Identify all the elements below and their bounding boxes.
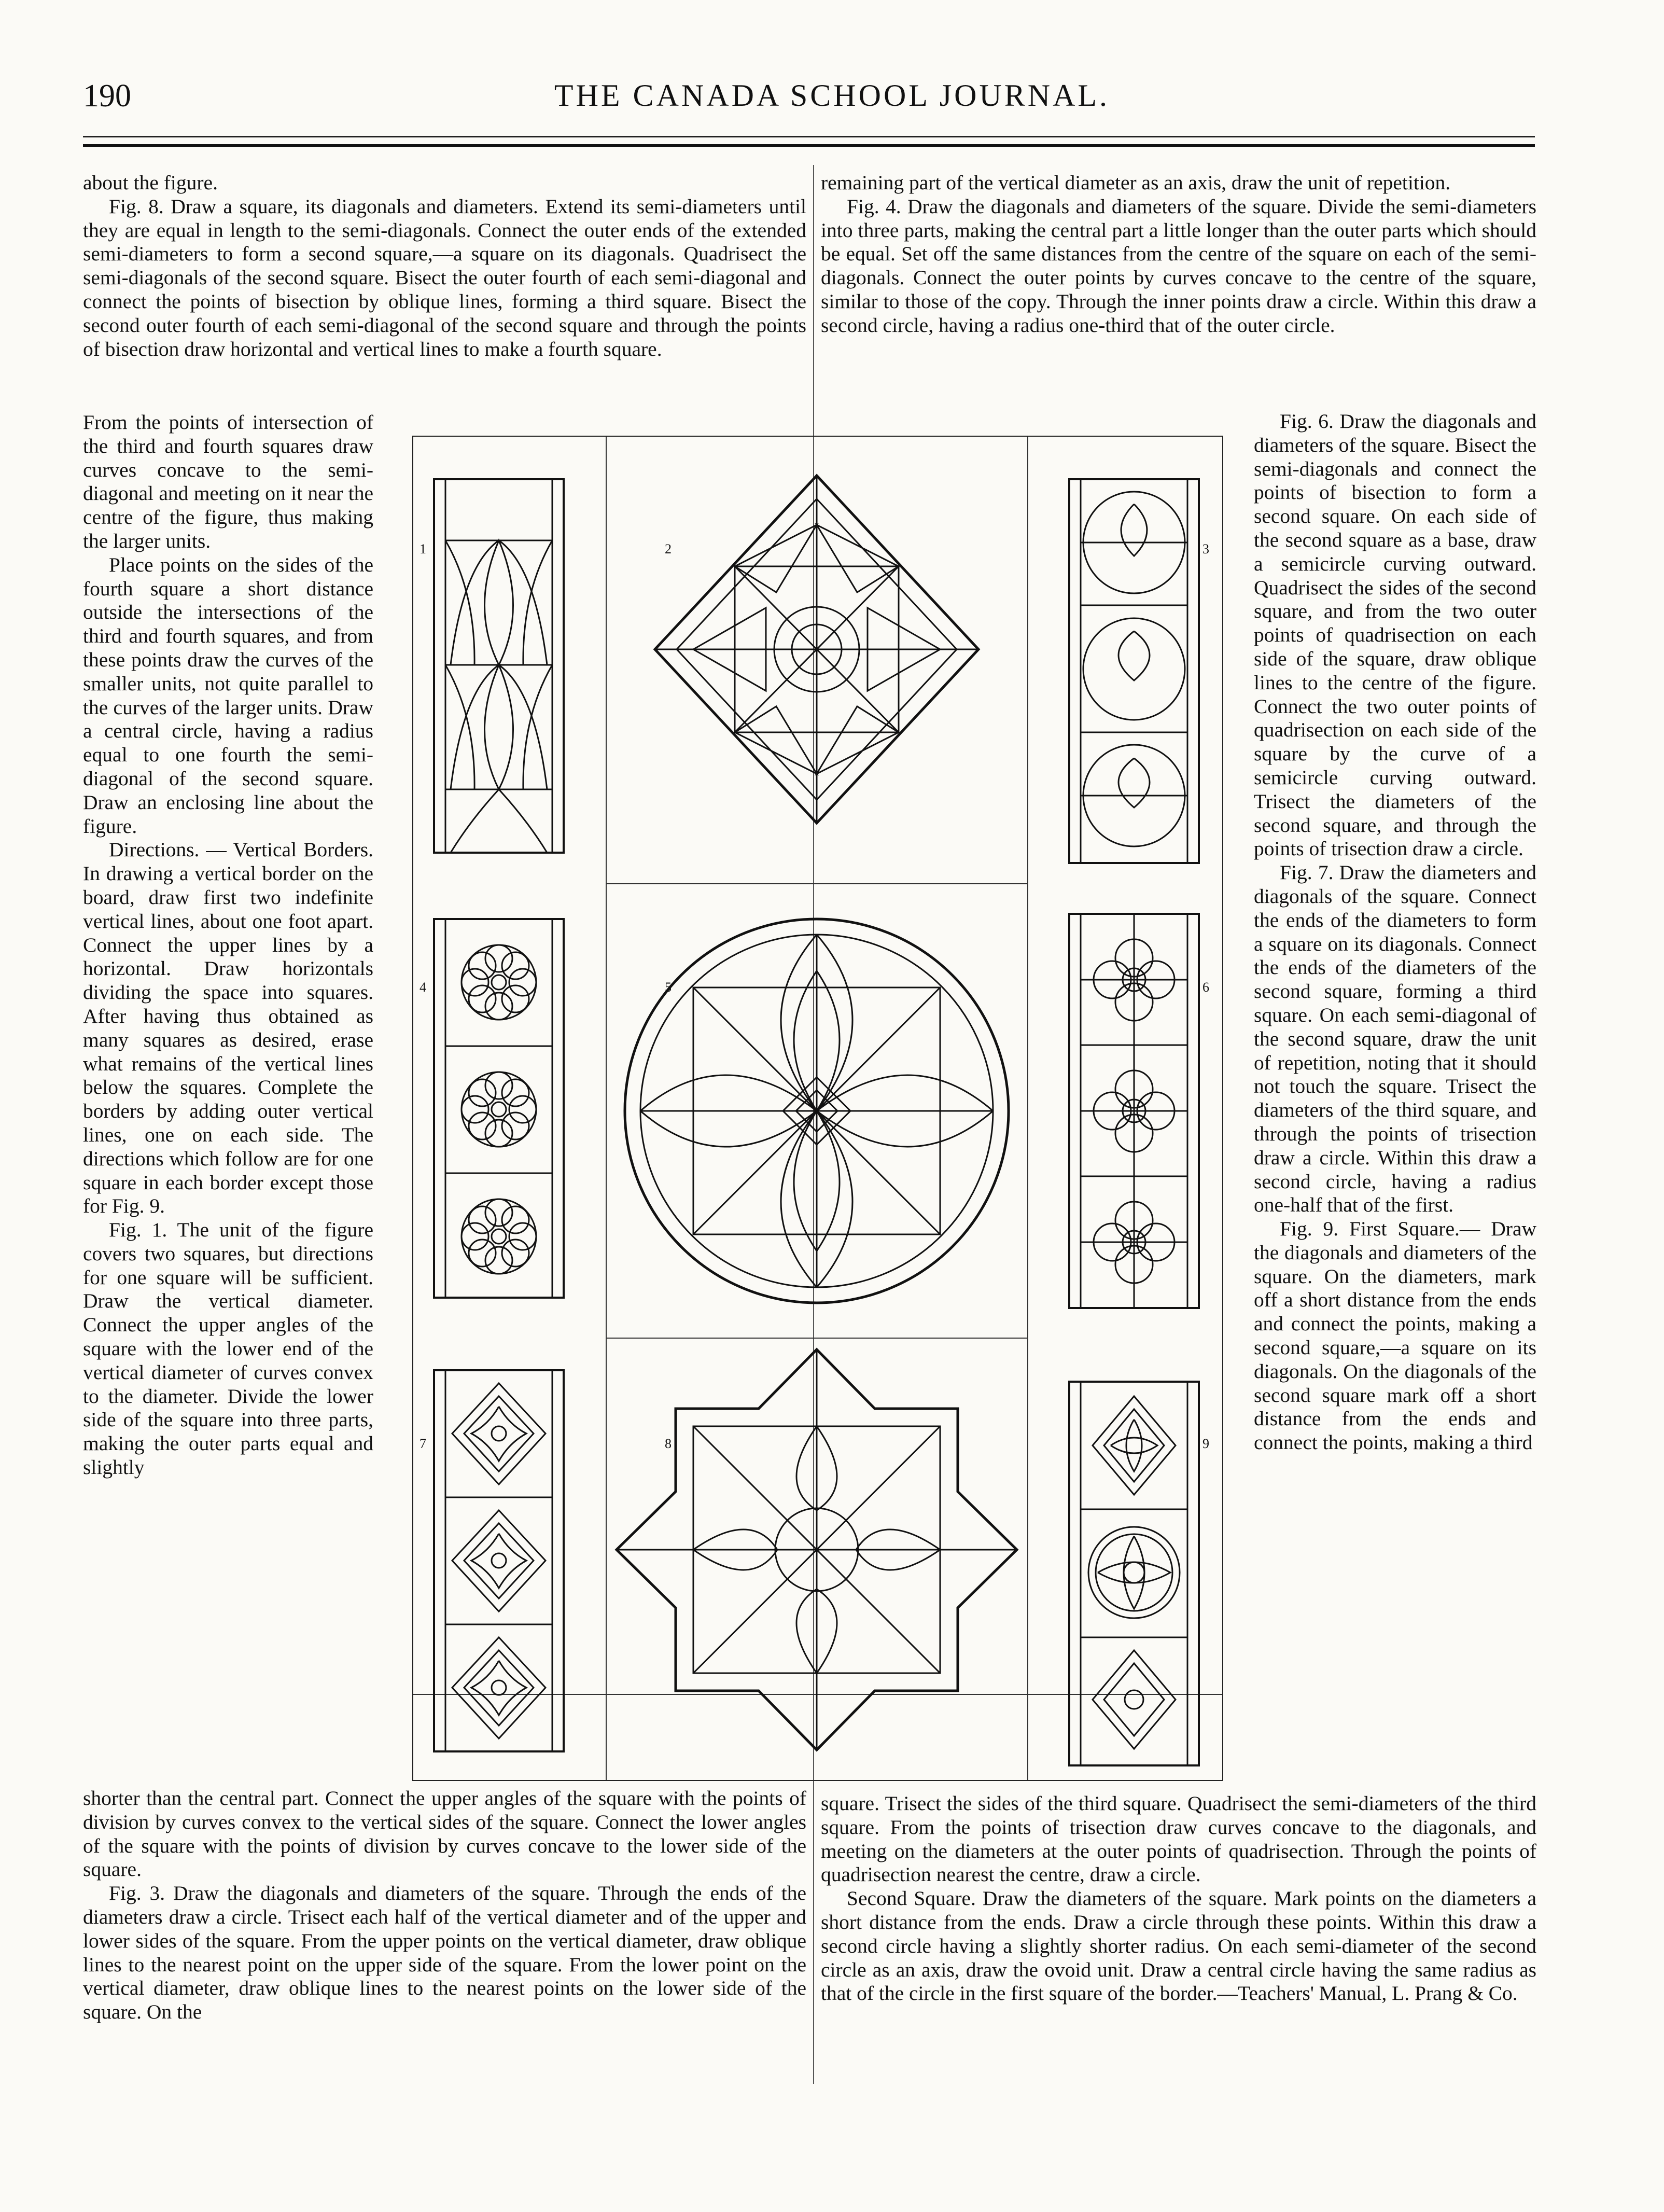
paragraph: Place points on the sides of the fourth square a short distance outside the intersections of the third and fourth squares, and from these points draw the curves of the smaller units, not quite parallel to the curves of the larger units. Draw a central circle, having a radius equal to one fourth the semi-diagonal of the second square. Draw an enclosing line about the figure. <box>83 553 373 838</box>
paragraph-fig-7: Fig. 7. Draw the diameters and diagonals of the square. Connect the ends of the diameters to form a square on its diagonals. Connect the ends of the diameters of the second square, forming a third square. On each semi-diagonal of the second square, draw the unit of repetition, noting that it should not touch the square. Trisect the diameters of the third square, and through the points of trisection draw a circle. Within this draw a second circle, having a radius one-half that of the first. <box>1254 861 1536 1217</box>
paragraph-fig-4: Fig. 4. Draw the diagonals and diameters of the square. Divide the semi-diameters into three parts, making the central part a little longer than the outer parts which should be equal. Set off the same distances from the centre of the square on each of the semi-diagonals. Connect the outer points by curves concave to the centre of the square, similar to those of the copy. Through the inner points draw a circle. Within this draw a second circle, having a radius one-third that of the outer circle. <box>821 194 1536 337</box>
journal-title: THE CANADA SCHOOL JOURNAL. <box>554 78 1110 113</box>
fig-9-mixed-border <box>1069 1382 1199 1765</box>
fig-label: 9 <box>1202 1436 1209 1451</box>
fig-label: 1 <box>420 541 426 557</box>
fig-2-diamond-rosette <box>655 476 978 823</box>
paragraph: remaining part of the vertical diameter as an axis, draw the unit of repetition. <box>821 171 1451 194</box>
paragraph: shorter than the central part. Connect the upper angles of the square with the points of division by curves convex to the vertical sides of the square. Connect the lower angles of the square with the points of division by curves concave to the lower side of the square. <box>83 1787 806 1881</box>
fig-6-quatrefoil-border <box>1069 914 1199 1308</box>
fig-1-leaf-border <box>434 479 564 853</box>
ornament-figure-plate <box>412 436 1223 1781</box>
paragraph-fig-3: Fig. 3. Draw the diagonals and diameters of the square. Through the ends of the diameters draw a circle. Trisect each half of the vertical diameter and of the upper and lower sides of the square. From the upper points on the vertical diameter, draw oblique lines to the nearest point on the upper side of the square. From the lower point on the vertical diameter, draw oblique lines to the nearest points on the lower side of the square. On the <box>83 1882 806 2024</box>
right-column-bottom <box>821 1792 1536 2006</box>
fig-8-star <box>617 1350 1017 1750</box>
fig-label: 3 <box>1202 541 1209 557</box>
paragraph-fig-1: Fig. 1. The unit of the figure covers two squares, but directions for one square will be sufficient. Draw the vertical diameter. Connect the upper angles of the square with the lower end of the vertical diameter of curves convex to the diameter. Divide the lower side of the square into three parts, making the outer parts equal and slightly <box>83 1218 373 1479</box>
fig-label: 6 <box>1202 980 1209 995</box>
fig-label: 7 <box>420 1436 426 1451</box>
fig-label: 2 <box>665 541 672 557</box>
header-rule-thick <box>83 144 1535 147</box>
paragraph-fig-6: Fig. 6. Draw the diagonals and diameters of the square. Bisect the semi-diagonals and connect the points of bisection to form a second square. On each side of the second square as a base, draw a semicircle curving outward. Quadrisect the sides of the second square, and from the two outer points of quadrisection on each side of the square, draw oblique lines to the centre of the figure. Connect the two outer points of quadrisection on each side of the square by the curve of a semicircle curving outward. Trisect the diameters of the second square, and through the points of trisection draw a circle. <box>1254 410 1536 860</box>
right-column-top <box>821 171 1536 338</box>
page-number: 190 <box>83 78 131 114</box>
right-narrow-column <box>1254 410 1536 1455</box>
paragraph: From the points of intersection of the third and fourth squares draw curves concave to the semi-diagonal and meeting on it near the centre of the figure, thus making the larger units. <box>83 411 373 552</box>
fig-label: 8 <box>665 1436 672 1451</box>
left-column-top <box>83 171 806 361</box>
left-narrow-column <box>83 411 373 1480</box>
ornament-drawings <box>413 437 1222 1780</box>
fig-5-circle-rosette <box>625 919 1009 1303</box>
paragraph-fig-8: Fig. 8. Draw a square, its diagonals and diameters. Extend its semi-diameters until they are equal in length to the semi-diagonals. Connect the outer ends of the extended semi-diameters to form a second square,—a square on its diagonals. Quadrisect the semi-diagonals of the second square. Bisect the outer fourth of each semi-diagonal and connect the points of bisection by oblique lines, forming a third square. Bisect the second outer fourth of each semi-diagonal of the second square and through the points of bisection draw horizontal and vertical lines to make a fourth square. <box>83 194 806 360</box>
paragraph-directions: Directions. — Vertical Borders. In drawing a vertical border on the board, draw first two indefinite vertical lines, about one foot apart. Connect the upper lines by a horizontal. Draw horizontals dividing the space into squares. After having thus obtained as many squares as desired, erase what remains of the vertical lines below the squares. Complete the borders by adding outer vertical lines, one on each side. The directions which follow are for one square in each border except those for Fig. 9. <box>83 838 373 1218</box>
paragraph: about the figure. <box>83 171 218 194</box>
left-column-bottom <box>83 1787 806 2024</box>
paragraph-second-square: Second Square. Draw the diameters of the square. Mark points on the diameters a short distance from the ends. Draw a circle through these points. Within this draw a second circle having a slightly shorter radius. On each semi-diameter of the second circle as an axis, draw the ovoid unit. Draw a central circle having the same radius as that of the circle in the first square of the border.—Teachers' Manual, L. Prang & Co. <box>821 1887 1536 2005</box>
fig-3-trefoil-border <box>1069 479 1199 863</box>
fig-4-rosette-border <box>434 919 564 1298</box>
fig-label: 5 <box>665 980 672 995</box>
header-rule <box>83 136 1535 137</box>
fig-label: 4 <box>420 980 426 995</box>
paragraph: square. Trisect the sides of the third square. Quadrisect the semi-diameters of the third square. From the points of trisection draw curves concave to the diagonals, and meeting on the diameters at the outer points of quadrisection. Through the points of quadrisection nearest the centre, draw a circle. <box>821 1792 1536 1886</box>
paragraph-fig-9: Fig. 9. First Square.— Draw the diagonals and diameters of the square. On the diameters, mark off a short distance from the ends and connect the points, making a second square,—a square on its diagonals. On the diagonals of the second square mark off a short distance from the ends and connect the points, making a third <box>1254 1217 1536 1454</box>
